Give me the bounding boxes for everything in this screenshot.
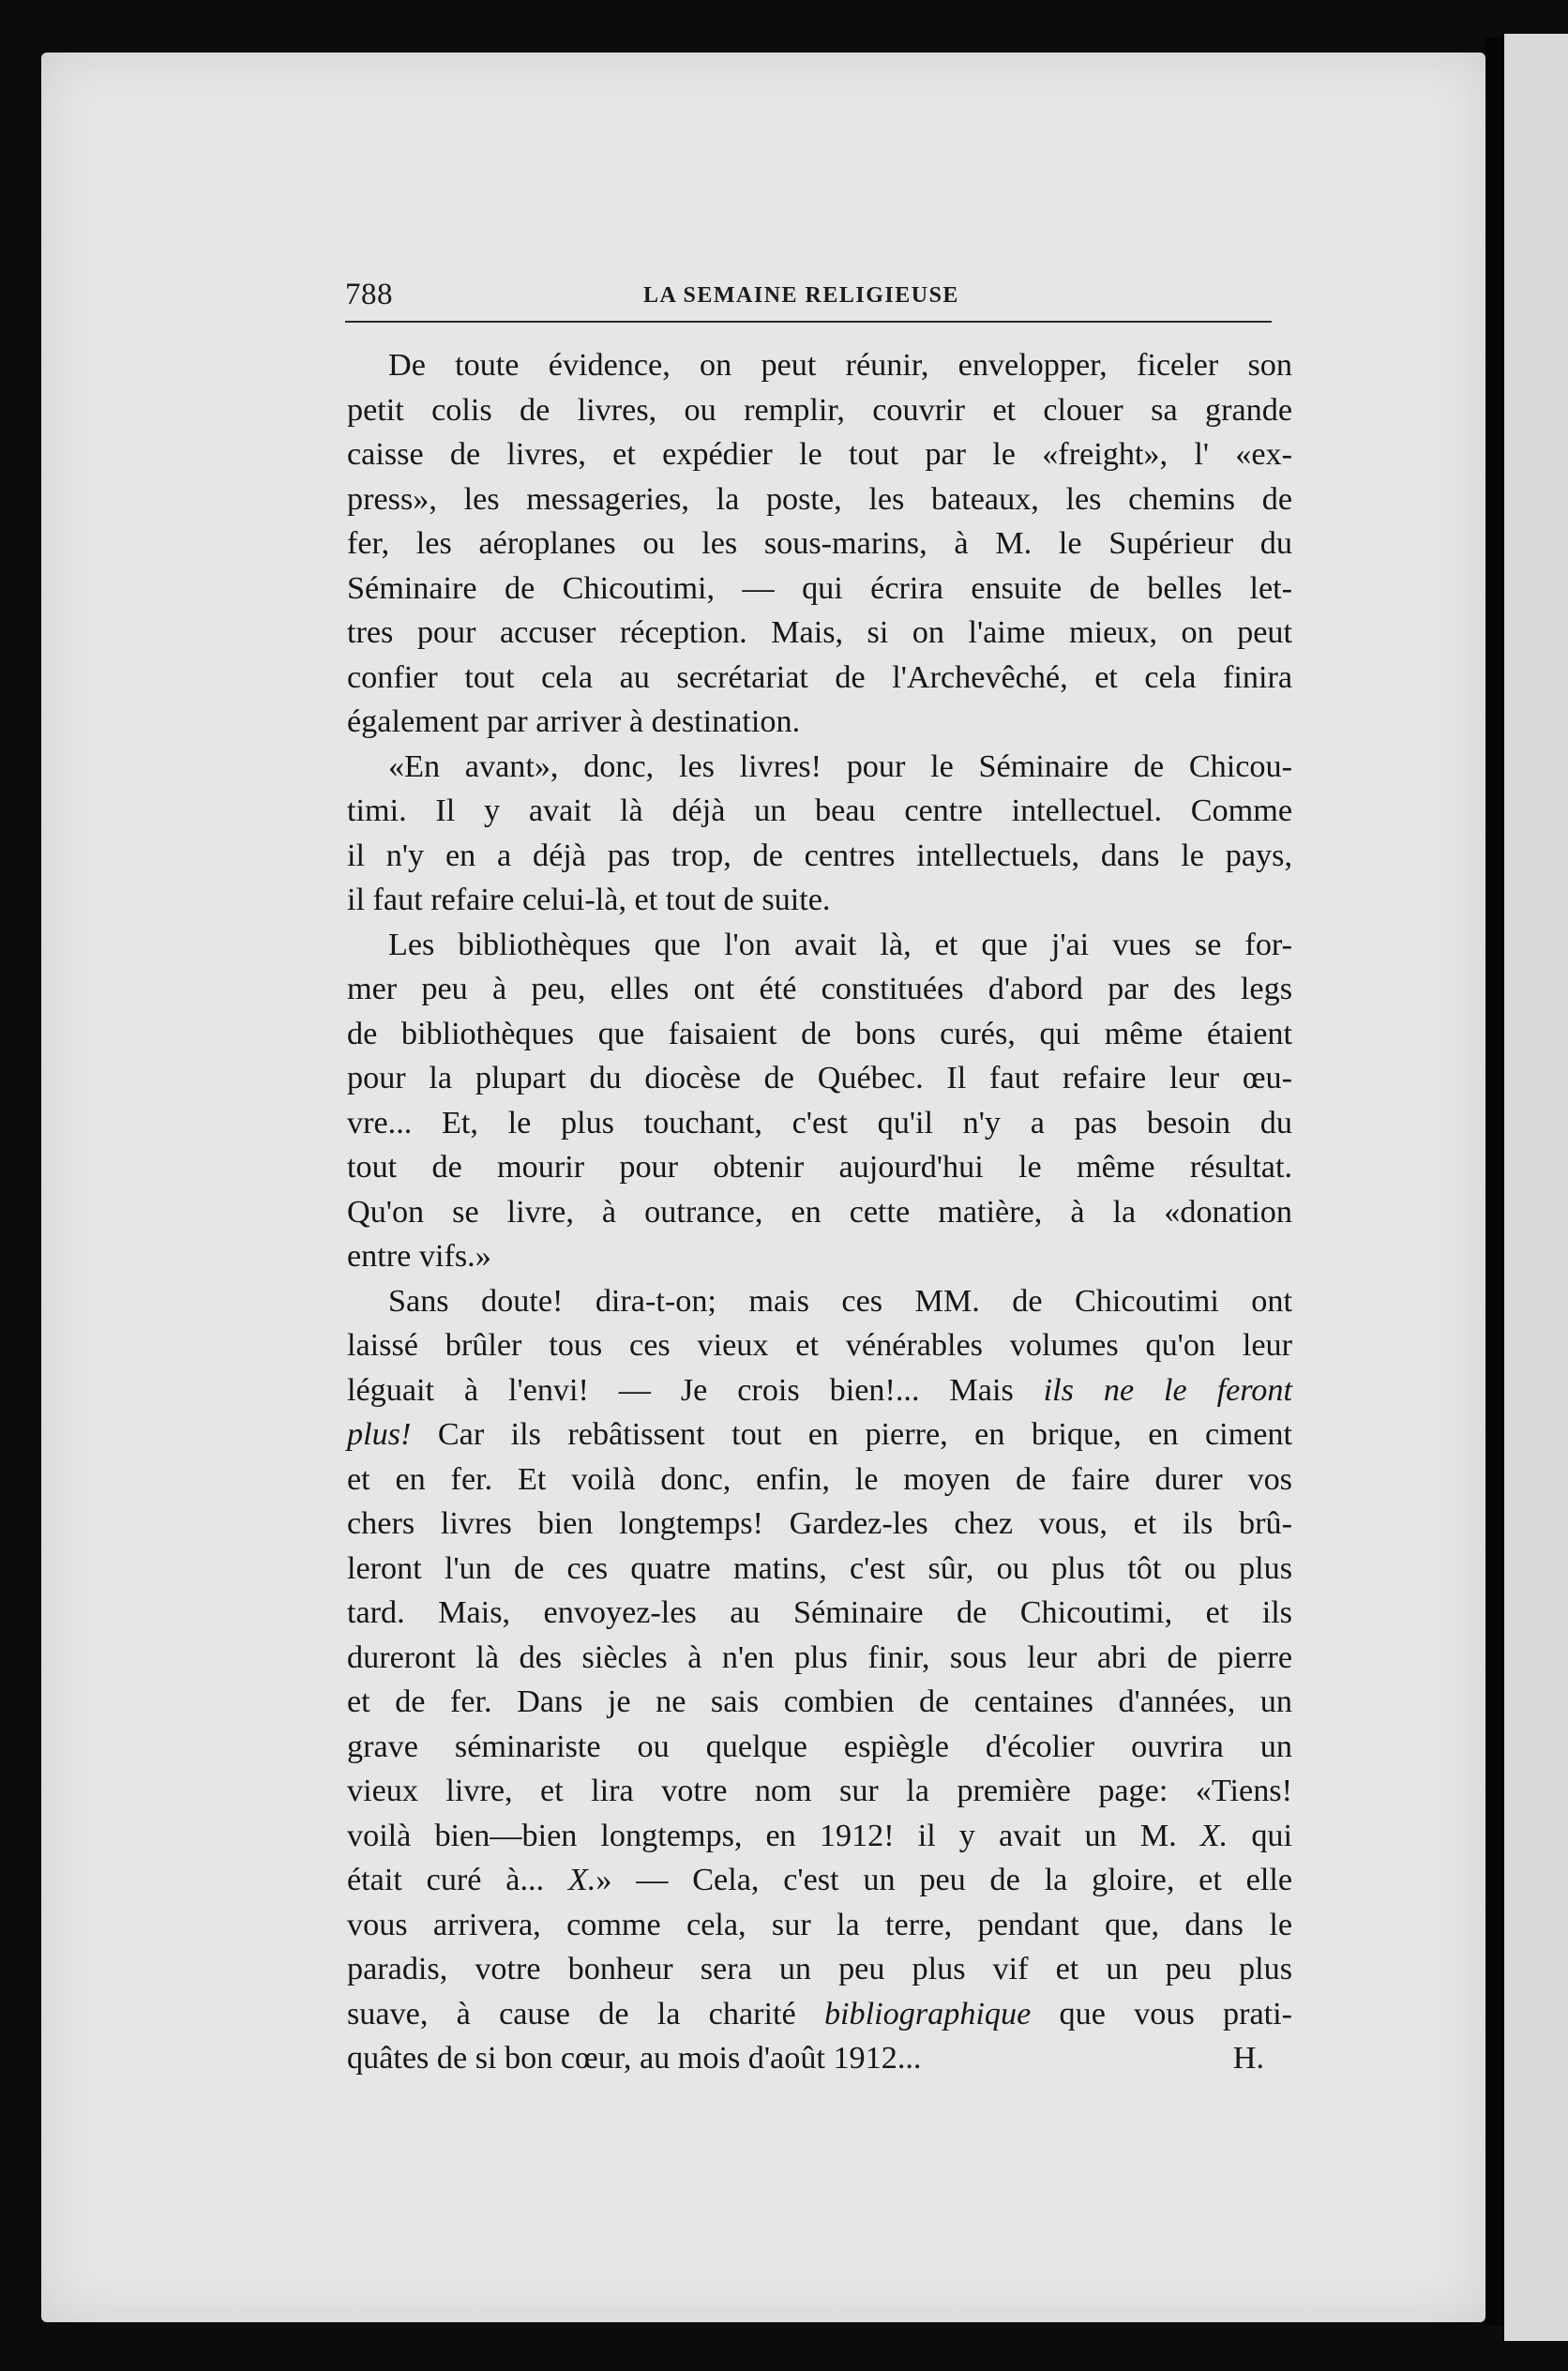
text-line: chers livres bien longtemps! Gardez-les chez vous, et ils brû- <box>347 1506 1292 1541</box>
article-body <box>347 343 1292 2081</box>
text-line: «En avant», donc, les livres! pour le Séminaire de Chicou- <box>388 748 1292 784</box>
paragraph <box>347 745 1292 923</box>
italic-run: X. <box>567 1863 596 1897</box>
text-line: grave séminariste ou quelque espiègle d'écolier ouvrira un <box>347 1729 1292 1764</box>
italic-run: X. <box>1199 1818 1229 1853</box>
text-line: et de fer. Dans je ne sais combien de centaines d'années, un <box>347 1684 1292 1719</box>
text-line: confier tout cela au secrétariat de l'Archevêché, et cela finira <box>347 659 1292 695</box>
text-line: press», les messageries, la poste, les bateaux, les chemins de <box>347 481 1292 517</box>
text-line: tout de mourir pour obtenir aujourd'hui le même résultat. <box>347 1150 1292 1185</box>
text-line: de bibliothèques que faisaient de bons curés, qui même étaient <box>347 1016 1292 1051</box>
text-line: tres pour accuser réception. Mais, si on l'aime mieux, on peut <box>347 615 1292 650</box>
text-line <box>347 1858 1292 1903</box>
text-line: Sans doute! dira-t-on; mais ces MM. de Chicoutimi ont <box>388 1283 1292 1319</box>
text-run: voilà bien—bien longtemps, en 1912! il y avait un M. <box>347 1818 1177 1853</box>
text-line: mer peu à peu, elles ont été constituées d'abord par des legs <box>347 972 1292 1006</box>
paragraph <box>347 923 1292 1279</box>
text-line: fer, les aéroplanes ou les sous-marins, à M. le Supérieur du <box>347 526 1292 561</box>
text-line: dureront là des siècles à n'en plus finir, sous leur abri de pierre <box>347 1639 1292 1675</box>
text-run: Car ils rebâtissent tout en pierre, en brique, en ciment <box>437 1417 1292 1452</box>
italic-run: plus! <box>347 1417 412 1452</box>
text-line: et en fer. Et voilà donc, enfin, le moyen de faire durer vos <box>347 1461 1292 1497</box>
text-line: paradis, votre bonheur sera un peu plus vif et un peu plus <box>347 1952 1292 1986</box>
text-line: Séminaire de Chicoutimi, — qui écrira ensuite de belles let- <box>347 570 1292 606</box>
text-line <box>347 1368 1292 1413</box>
text-line: vre... Et, le plus touchant, c'est qu'il n'y a pas besoin du <box>347 1105 1292 1140</box>
text-line <box>347 1412 1292 1457</box>
paragraph <box>347 1279 1292 2081</box>
author-signature: H. <box>1232 2041 1264 2076</box>
text-line <box>347 1814 1292 1859</box>
text-line: il n'y en a déjà pas trop, de centres intellectuels, dans le pays, <box>347 838 1292 873</box>
text-line: tard. Mais, envoyez-les au Séminaire de Chicoutimi, et ils <box>347 1595 1292 1630</box>
italic-run: bibliographique <box>823 1996 1032 2031</box>
journal-title: LA SEMAINE RELIGIEUSE <box>643 283 959 308</box>
text-line: caisse de livres, et expédier le tout par le «freight», l' «ex- <box>347 437 1292 472</box>
paragraph <box>347 343 1292 745</box>
text-line: entre vifs.» <box>347 1239 491 1274</box>
text-line: Les bibliothèques que l'on avait là, et que j'ai vues se for- <box>388 927 1292 962</box>
text-run: que vous prati- <box>1059 1996 1293 2031</box>
text-line: également par arriver à destination. <box>347 704 801 739</box>
page-number: 788 <box>345 278 393 311</box>
text-line <box>347 2036 1292 2081</box>
text-line: pour la plupart du diocèse de Québec. Il faut refaire leur œu- <box>347 1061 1292 1095</box>
text-run: qui <box>1251 1818 1293 1853</box>
text-run: quâtes de si bon cœur, au mois d'août 1912... <box>347 2041 922 2076</box>
text-line: De toute évidence, on peut réunir, envelopper, ficeler son <box>388 348 1292 383</box>
text-run: était curé à... <box>347 1863 545 1897</box>
running-head <box>345 278 1274 321</box>
italic-run: ils ne le feront <box>1043 1372 1292 1408</box>
text-run: » — Cela, c'est un peu de la gloire, et elle <box>596 1863 1292 1897</box>
text-line: vous arrivera, comme cela, sur la terre, pendant que, dans le <box>347 1907 1292 1942</box>
text-run: suave, à cause de la charité <box>347 1996 796 2031</box>
header-rule <box>345 321 1272 323</box>
text-line: laissé brûler tous ces vieux et vénérables volumes qu'on leur <box>347 1328 1292 1363</box>
text-line: petit colis de livres, ou remplir, couvrir et clouer sa grande <box>347 392 1292 428</box>
adjacent-page-edge <box>1504 34 1568 2341</box>
text-line <box>347 1992 1292 2037</box>
text-run: léguait à l'envi! — Je crois bien!... Mais <box>347 1372 1014 1408</box>
text-line: timi. Il y avait là déjà un beau centre intellectuel. Comme <box>347 793 1292 828</box>
text-line: leront l'un de ces quatre matins, c'est sûr, ou plus tôt ou plus <box>347 1550 1292 1586</box>
text-line: vieux livre, et lira votre nom sur la première page: «Tiens! <box>347 1774 1292 1808</box>
text-line: il faut refaire celui-là, et tout de suite. <box>347 883 831 917</box>
page-gutter-shadow <box>1485 38 1504 2326</box>
text-line: Qu'on se livre, à outrance, en cette matière, à la «donation <box>347 1194 1292 1230</box>
